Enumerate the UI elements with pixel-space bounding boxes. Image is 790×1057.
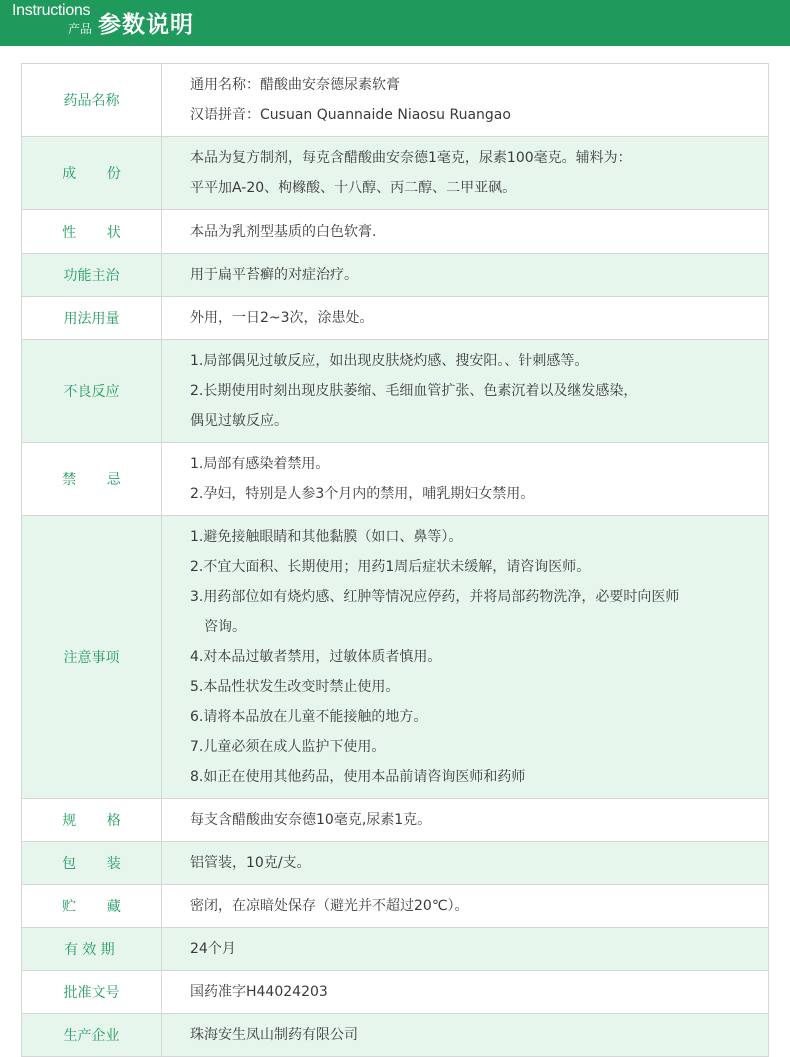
row-content [162, 443, 769, 516]
row-line: 国药准字H44024203 [190, 984, 328, 1000]
table-row-indications [22, 254, 769, 297]
table-row-dosage [22, 297, 769, 340]
table-row-approval-number [22, 971, 769, 1014]
row-line: 每支含醋酸曲安奈德10毫克,尿素1克。 [190, 812, 432, 828]
row-label [22, 137, 162, 210]
row-line: 汉语拼音：Cusuan Quannaide Niaosu Ruangao [190, 107, 511, 123]
row-content [162, 254, 769, 297]
params-table-wrapper [21, 63, 769, 1057]
row-label [22, 210, 162, 254]
row-line: 4.对本品过敏者禁用，过敏体质者慎用。 [190, 649, 442, 665]
row-line: 2.长期使用时刻出现皮肤萎缩、毛细血管扩张、色素沉着以及继发感染， [190, 383, 638, 399]
row-content [162, 516, 769, 799]
table-row-storage [22, 885, 769, 928]
row-line: 用于扁平苔癣的对症治疗。 [190, 267, 358, 283]
row-label [22, 842, 162, 885]
table-row-manufacturer [22, 1014, 769, 1057]
row-content [162, 1014, 769, 1057]
table-row-ingredients [22, 137, 769, 210]
row-content [162, 885, 769, 928]
table-row-contraindications [22, 443, 769, 516]
row-line: 本品为复方制剂，每克含醋酸曲安奈德1毫克，尿素100毫克。辅料为： [190, 150, 632, 166]
row-line: 5.本品性状发生改变时禁止使用。 [190, 679, 400, 695]
row-line: 外用，一日2~3次，涂患处。 [190, 310, 374, 326]
row-content [162, 971, 769, 1014]
row-line: 2.不宜大面积、长期使用；用药1周后症状未缓解，请咨询医师。 [190, 559, 591, 575]
row-label: 生产企业 [22, 1014, 162, 1057]
row-label-text: 贮藏 [62, 899, 152, 915]
row-line: 3.用药部位如有烧灼感、红肿等情况应停药，并将局部药物洗净，必要时向医师 [190, 589, 680, 605]
table-row-precautions [22, 516, 769, 799]
row-label-text: 包装 [62, 856, 152, 872]
row-content [162, 340, 769, 443]
row-label-text: 性状 [62, 224, 152, 241]
row-line: 偶见过敏反应。 [190, 413, 288, 429]
header-banner [0, 0, 790, 46]
row-label: 功能主治 [22, 254, 162, 297]
row-line: 1.局部偶见过敏反应，如出现皮肤烧灼感、搜安阳。、针刺感等。 [190, 353, 589, 369]
row-label: 用法用量 [22, 297, 162, 340]
table-row-shelf-life [22, 928, 769, 971]
row-label: 注意事项 [22, 516, 162, 799]
row-label [22, 443, 162, 516]
row-line: 8.如正在使用其他药品，使用本品前请咨询医师和药师 [190, 769, 526, 785]
params-table [21, 63, 769, 1057]
row-content [162, 137, 769, 210]
row-line: 密闭，在凉暗处保存（避光并不超过20℃）。 [190, 898, 469, 914]
row-line: 1.避免接触眼睛和其他黏膜（如口、鼻等）。 [190, 529, 463, 545]
row-content [162, 842, 769, 885]
row-line: 本品为乳剂型基质的白色软膏. [190, 223, 377, 240]
row-content [162, 928, 769, 971]
row-line: 24个月 [190, 941, 236, 957]
row-content [162, 799, 769, 842]
row-label: 批准文号 [22, 971, 162, 1014]
row-line: 平平加A-20、枸橼酸、十八醇、丙二醇、二甲亚砜。 [190, 180, 517, 196]
row-label-text: 禁忌 [62, 472, 152, 488]
row-label: 不良反应 [22, 340, 162, 443]
row-label-text: 成份 [62, 166, 152, 182]
row-line: 2.孕妇，特别是人参3个月内的禁用，哺乳期妇女禁用。 [190, 486, 535, 502]
row-label: 药品名称 [22, 64, 162, 137]
row-line: 通用名称：醋酸曲安奈德尿素软膏 [190, 77, 400, 93]
table-row-adverse-reactions [22, 340, 769, 443]
row-line: 珠海安生凤山制药有限公司 [190, 1027, 358, 1043]
page-title: 参数说明 [98, 12, 194, 38]
row-label [22, 799, 162, 842]
row-content [162, 210, 769, 254]
table-row-packaging [22, 842, 769, 885]
row-line: 7.儿童必须在成人监护下使用。 [190, 739, 386, 755]
row-content [162, 297, 769, 340]
row-label [22, 928, 162, 971]
row-line: 6.请将本品放在儿童不能接触的地方。 [190, 709, 428, 725]
header-english-title: Instructions [12, 2, 91, 19]
table-row-drug-name [22, 64, 769, 137]
table-row-specification [22, 799, 769, 842]
row-line: 1.局部有感染着禁用。 [190, 456, 330, 472]
row-label-text: 有效期 [64, 942, 119, 958]
header-subtitle: 产品 [68, 22, 93, 36]
row-label-text: 规格 [62, 813, 152, 829]
table-row-appearance [22, 210, 769, 254]
row-line: 咨询。 [204, 619, 246, 635]
row-label [22, 885, 162, 928]
row-line: 铝管装，10克/支。 [190, 855, 311, 871]
row-content [162, 64, 769, 137]
